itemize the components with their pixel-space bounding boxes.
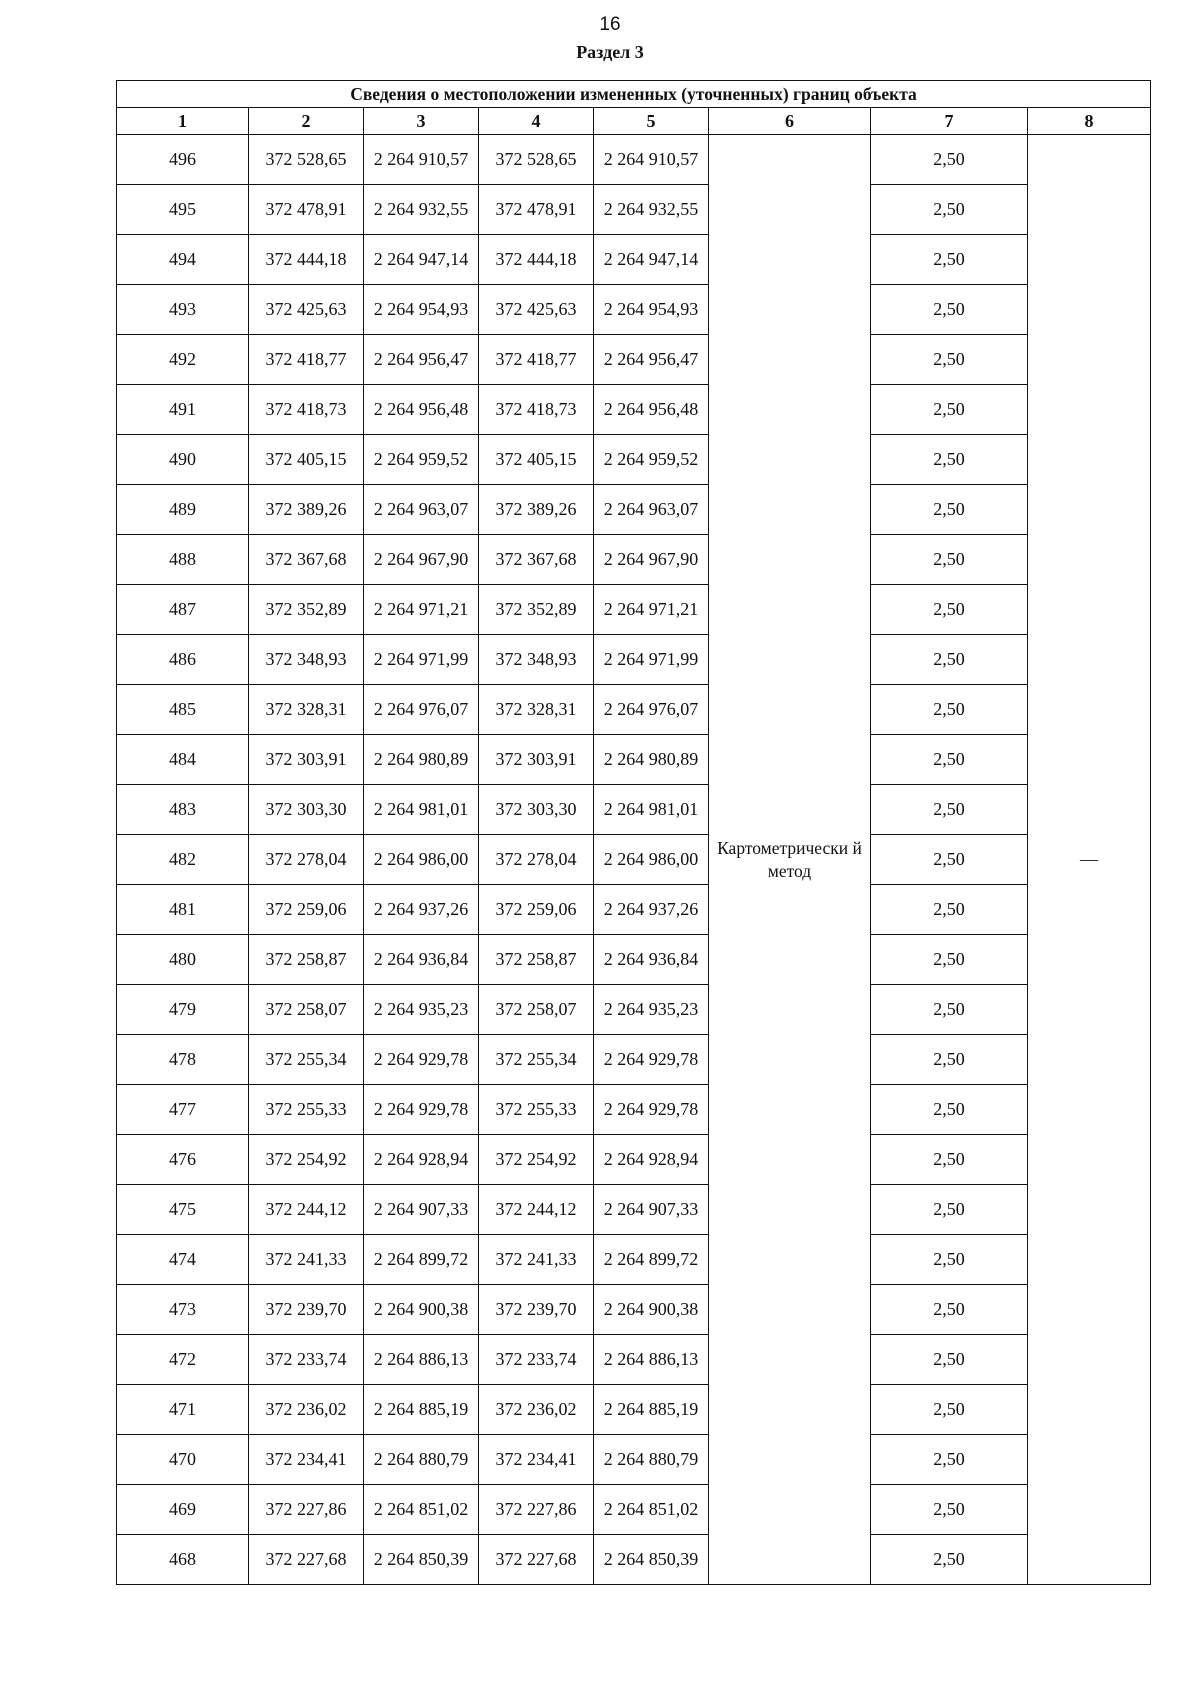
y-coordinate-cell: 2 264 967,90 bbox=[364, 535, 479, 585]
point-number-cell: 487 bbox=[117, 585, 249, 635]
x-coordinate-new-cell: 372 425,63 bbox=[479, 285, 594, 335]
table-row bbox=[117, 985, 1151, 1035]
accuracy-cell: 2,50 bbox=[871, 1385, 1028, 1435]
x-coordinate-new-cell: 372 303,30 bbox=[479, 785, 594, 835]
y-coordinate-cell: 2 264 907,33 bbox=[364, 1185, 479, 1235]
accuracy-cell: 2,50 bbox=[871, 1535, 1028, 1585]
y-coordinate-new-cell: 2 264 936,84 bbox=[594, 935, 709, 985]
table-row bbox=[117, 885, 1151, 935]
point-number-cell: 469 bbox=[117, 1485, 249, 1535]
table-row bbox=[117, 1235, 1151, 1285]
y-coordinate-new-cell: 2 264 947,14 bbox=[594, 235, 709, 285]
point-number-cell: 495 bbox=[117, 185, 249, 235]
point-number-cell: 484 bbox=[117, 735, 249, 785]
y-coordinate-cell: 2 264 954,93 bbox=[364, 285, 479, 335]
point-number-cell: 472 bbox=[117, 1335, 249, 1385]
x-coordinate-cell: 372 227,68 bbox=[249, 1535, 364, 1585]
x-coordinate-new-cell: 372 241,33 bbox=[479, 1235, 594, 1285]
x-coordinate-new-cell: 372 255,34 bbox=[479, 1035, 594, 1085]
accuracy-cell: 2,50 bbox=[871, 1185, 1028, 1235]
column-header: 1 bbox=[117, 108, 249, 135]
y-coordinate-cell: 2 264 850,39 bbox=[364, 1535, 479, 1585]
point-number-cell: 473 bbox=[117, 1285, 249, 1335]
x-coordinate-cell: 372 352,89 bbox=[249, 585, 364, 635]
x-coordinate-cell: 372 418,73 bbox=[249, 385, 364, 435]
table-row bbox=[117, 635, 1151, 685]
accuracy-cell: 2,50 bbox=[871, 385, 1028, 435]
table-header-row bbox=[117, 108, 1151, 135]
y-coordinate-new-cell: 2 264 980,89 bbox=[594, 735, 709, 785]
x-coordinate-new-cell: 372 236,02 bbox=[479, 1385, 594, 1435]
accuracy-cell: 2,50 bbox=[871, 985, 1028, 1035]
x-coordinate-new-cell: 372 528,65 bbox=[479, 135, 594, 185]
accuracy-cell: 2,50 bbox=[871, 1035, 1028, 1085]
y-coordinate-cell: 2 264 886,13 bbox=[364, 1335, 479, 1385]
column-header: 5 bbox=[594, 108, 709, 135]
y-coordinate-new-cell: 2 264 971,99 bbox=[594, 635, 709, 685]
y-coordinate-new-cell: 2 264 929,78 bbox=[594, 1035, 709, 1085]
table-row bbox=[117, 835, 1151, 885]
accuracy-cell: 2,50 bbox=[871, 1135, 1028, 1185]
point-number-cell: 474 bbox=[117, 1235, 249, 1285]
table-row bbox=[117, 735, 1151, 785]
accuracy-cell: 2,50 bbox=[871, 635, 1028, 685]
y-coordinate-cell: 2 264 899,72 bbox=[364, 1235, 479, 1285]
x-coordinate-cell: 372 528,65 bbox=[249, 135, 364, 185]
column-header: 8 bbox=[1028, 108, 1151, 135]
x-coordinate-cell: 372 239,70 bbox=[249, 1285, 364, 1335]
x-coordinate-cell: 372 244,12 bbox=[249, 1185, 364, 1235]
y-coordinate-new-cell: 2 264 880,79 bbox=[594, 1435, 709, 1485]
x-coordinate-new-cell: 372 258,07 bbox=[479, 985, 594, 1035]
y-coordinate-new-cell: 2 264 981,01 bbox=[594, 785, 709, 835]
point-number-cell: 492 bbox=[117, 335, 249, 385]
y-coordinate-cell: 2 264 976,07 bbox=[364, 685, 479, 735]
point-number-cell: 478 bbox=[117, 1035, 249, 1085]
y-coordinate-new-cell: 2 264 956,48 bbox=[594, 385, 709, 435]
x-coordinate-new-cell: 372 405,15 bbox=[479, 435, 594, 485]
table-row bbox=[117, 585, 1151, 635]
table-row bbox=[117, 535, 1151, 585]
y-coordinate-new-cell: 2 264 967,90 bbox=[594, 535, 709, 585]
table-row bbox=[117, 285, 1151, 335]
x-coordinate-new-cell: 372 244,12 bbox=[479, 1185, 594, 1235]
accuracy-cell: 2,50 bbox=[871, 835, 1028, 885]
x-coordinate-cell: 372 258,87 bbox=[249, 935, 364, 985]
point-number-cell: 490 bbox=[117, 435, 249, 485]
x-coordinate-cell: 372 303,30 bbox=[249, 785, 364, 835]
point-number-cell: 480 bbox=[117, 935, 249, 985]
x-coordinate-new-cell: 372 227,68 bbox=[479, 1535, 594, 1585]
y-coordinate-cell: 2 264 900,38 bbox=[364, 1285, 479, 1335]
point-number-cell: 481 bbox=[117, 885, 249, 935]
y-coordinate-new-cell: 2 264 899,72 bbox=[594, 1235, 709, 1285]
y-coordinate-new-cell: 2 264 954,93 bbox=[594, 285, 709, 335]
table-row bbox=[117, 1485, 1151, 1535]
accuracy-cell: 2,50 bbox=[871, 585, 1028, 635]
y-coordinate-new-cell: 2 264 929,78 bbox=[594, 1085, 709, 1135]
accuracy-cell: 2,50 bbox=[871, 335, 1028, 385]
accuracy-cell: 2,50 bbox=[871, 435, 1028, 485]
table-row bbox=[117, 1385, 1151, 1435]
table-row bbox=[117, 135, 1151, 185]
x-coordinate-new-cell: 372 444,18 bbox=[479, 235, 594, 285]
x-coordinate-cell: 372 255,33 bbox=[249, 1085, 364, 1135]
y-coordinate-new-cell: 2 264 928,94 bbox=[594, 1135, 709, 1185]
point-number-cell: 479 bbox=[117, 985, 249, 1035]
table-row bbox=[117, 1035, 1151, 1085]
x-coordinate-cell: 372 227,86 bbox=[249, 1485, 364, 1535]
x-coordinate-new-cell: 372 367,68 bbox=[479, 535, 594, 585]
y-coordinate-new-cell: 2 264 907,33 bbox=[594, 1185, 709, 1235]
table-row bbox=[117, 1335, 1151, 1385]
y-coordinate-new-cell: 2 264 956,47 bbox=[594, 335, 709, 385]
x-coordinate-new-cell: 372 255,33 bbox=[479, 1085, 594, 1135]
x-coordinate-new-cell: 372 352,89 bbox=[479, 585, 594, 635]
point-number-cell: 476 bbox=[117, 1135, 249, 1185]
point-number-cell: 482 bbox=[117, 835, 249, 885]
y-coordinate-new-cell: 2 264 886,13 bbox=[594, 1335, 709, 1385]
x-coordinate-cell: 372 278,04 bbox=[249, 835, 364, 885]
accuracy-cell: 2,50 bbox=[871, 1485, 1028, 1535]
x-coordinate-cell: 372 234,41 bbox=[249, 1435, 364, 1485]
y-coordinate-new-cell: 2 264 851,02 bbox=[594, 1485, 709, 1535]
y-coordinate-cell: 2 264 851,02 bbox=[364, 1485, 479, 1535]
accuracy-cell: 2,50 bbox=[871, 1235, 1028, 1285]
x-coordinate-cell: 372 444,18 bbox=[249, 235, 364, 285]
point-number-cell: 471 bbox=[117, 1385, 249, 1435]
table-row bbox=[117, 1135, 1151, 1185]
y-coordinate-new-cell: 2 264 885,19 bbox=[594, 1385, 709, 1435]
x-coordinate-new-cell: 372 303,91 bbox=[479, 735, 594, 785]
y-coordinate-new-cell: 2 264 850,39 bbox=[594, 1535, 709, 1585]
y-coordinate-cell: 2 264 935,23 bbox=[364, 985, 479, 1035]
point-number-cell: 491 bbox=[117, 385, 249, 435]
accuracy-cell: 2,50 bbox=[871, 235, 1028, 285]
accuracy-cell: 2,50 bbox=[871, 685, 1028, 735]
x-coordinate-cell: 372 255,34 bbox=[249, 1035, 364, 1085]
table-row bbox=[117, 1185, 1151, 1235]
y-coordinate-new-cell: 2 264 976,07 bbox=[594, 685, 709, 735]
point-number-cell: 493 bbox=[117, 285, 249, 335]
accuracy-cell: 2,50 bbox=[871, 185, 1028, 235]
table-row bbox=[117, 235, 1151, 285]
table-row bbox=[117, 785, 1151, 835]
accuracy-cell: 2,50 bbox=[871, 1285, 1028, 1335]
y-coordinate-new-cell: 2 264 910,57 bbox=[594, 135, 709, 185]
x-coordinate-new-cell: 372 389,26 bbox=[479, 485, 594, 535]
point-number-cell: 496 bbox=[117, 135, 249, 185]
accuracy-cell: 2,50 bbox=[871, 535, 1028, 585]
boundary-coordinates-table bbox=[116, 80, 1151, 1585]
x-coordinate-new-cell: 372 478,91 bbox=[479, 185, 594, 235]
point-number-cell: 477 bbox=[117, 1085, 249, 1135]
accuracy-cell: 2,50 bbox=[871, 1085, 1028, 1135]
y-coordinate-cell: 2 264 986,00 bbox=[364, 835, 479, 885]
table-row bbox=[117, 185, 1151, 235]
x-coordinate-cell: 372 303,91 bbox=[249, 735, 364, 785]
column-header: 7 bbox=[871, 108, 1028, 135]
point-number-cell: 494 bbox=[117, 235, 249, 285]
point-number-cell: 468 bbox=[117, 1535, 249, 1585]
note-cell: — bbox=[1028, 135, 1151, 1585]
x-coordinate-cell: 372 405,15 bbox=[249, 435, 364, 485]
accuracy-cell: 2,50 bbox=[871, 885, 1028, 935]
y-coordinate-cell: 2 264 937,26 bbox=[364, 885, 479, 935]
y-coordinate-new-cell: 2 264 959,52 bbox=[594, 435, 709, 485]
x-coordinate-new-cell: 372 328,31 bbox=[479, 685, 594, 735]
x-coordinate-cell: 372 233,74 bbox=[249, 1335, 364, 1385]
y-coordinate-cell: 2 264 910,57 bbox=[364, 135, 479, 185]
accuracy-cell: 2,50 bbox=[871, 1335, 1028, 1385]
y-coordinate-cell: 2 264 971,99 bbox=[364, 635, 479, 685]
y-coordinate-cell: 2 264 928,94 bbox=[364, 1135, 479, 1185]
x-coordinate-cell: 372 241,33 bbox=[249, 1235, 364, 1285]
y-coordinate-new-cell: 2 264 986,00 bbox=[594, 835, 709, 885]
y-coordinate-new-cell: 2 264 932,55 bbox=[594, 185, 709, 235]
section-title: Раздел 3 bbox=[576, 42, 644, 62]
table-title-row bbox=[117, 81, 1151, 108]
accuracy-cell: 2,50 bbox=[871, 785, 1028, 835]
x-coordinate-cell: 372 259,06 bbox=[249, 885, 364, 935]
y-coordinate-cell: 2 264 932,55 bbox=[364, 185, 479, 235]
table-row bbox=[117, 385, 1151, 435]
x-coordinate-cell: 372 389,26 bbox=[249, 485, 364, 535]
y-coordinate-cell: 2 264 947,14 bbox=[364, 235, 479, 285]
y-coordinate-cell: 2 264 929,78 bbox=[364, 1035, 479, 1085]
x-coordinate-new-cell: 372 278,04 bbox=[479, 835, 594, 885]
x-coordinate-new-cell: 372 239,70 bbox=[479, 1285, 594, 1335]
x-coordinate-cell: 372 348,93 bbox=[249, 635, 364, 685]
x-coordinate-new-cell: 372 258,87 bbox=[479, 935, 594, 985]
y-coordinate-cell: 2 264 956,48 bbox=[364, 385, 479, 435]
method-cell: Картометрически й метод bbox=[709, 135, 871, 1585]
y-coordinate-cell: 2 264 959,52 bbox=[364, 435, 479, 485]
y-coordinate-cell: 2 264 885,19 bbox=[364, 1385, 479, 1435]
column-header: 3 bbox=[364, 108, 479, 135]
y-coordinate-new-cell: 2 264 971,21 bbox=[594, 585, 709, 635]
table-row bbox=[117, 685, 1151, 735]
table-row bbox=[117, 1285, 1151, 1335]
y-coordinate-cell: 2 264 929,78 bbox=[364, 1085, 479, 1135]
y-coordinate-cell: 2 264 963,07 bbox=[364, 485, 479, 535]
table-title: Сведения о местоположении измененных (уточненных) границ объекта bbox=[117, 81, 1151, 108]
table-row bbox=[117, 335, 1151, 385]
y-coordinate-cell: 2 264 956,47 bbox=[364, 335, 479, 385]
y-coordinate-new-cell: 2 264 937,26 bbox=[594, 885, 709, 935]
accuracy-cell: 2,50 bbox=[871, 1435, 1028, 1485]
x-coordinate-new-cell: 372 227,86 bbox=[479, 1485, 594, 1535]
table-row bbox=[117, 485, 1151, 535]
x-coordinate-cell: 372 258,07 bbox=[249, 985, 364, 1035]
x-coordinate-new-cell: 372 418,77 bbox=[479, 335, 594, 385]
x-coordinate-cell: 372 367,68 bbox=[249, 535, 364, 585]
point-number-cell: 489 bbox=[117, 485, 249, 535]
point-number-cell: 486 bbox=[117, 635, 249, 685]
y-coordinate-new-cell: 2 264 900,38 bbox=[594, 1285, 709, 1335]
table-row bbox=[117, 1085, 1151, 1135]
x-coordinate-new-cell: 372 234,41 bbox=[479, 1435, 594, 1485]
x-coordinate-new-cell: 372 233,74 bbox=[479, 1335, 594, 1385]
y-coordinate-cell: 2 264 971,21 bbox=[364, 585, 479, 635]
y-coordinate-new-cell: 2 264 935,23 bbox=[594, 985, 709, 1035]
table-row bbox=[117, 1435, 1151, 1485]
table-row bbox=[117, 435, 1151, 485]
x-coordinate-cell: 372 425,63 bbox=[249, 285, 364, 335]
x-coordinate-new-cell: 372 348,93 bbox=[479, 635, 594, 685]
point-number-cell: 470 bbox=[117, 1435, 249, 1485]
column-header: 6 bbox=[709, 108, 871, 135]
point-number-cell: 483 bbox=[117, 785, 249, 835]
accuracy-cell: 2,50 bbox=[871, 735, 1028, 785]
y-coordinate-cell: 2 264 980,89 bbox=[364, 735, 479, 785]
x-coordinate-new-cell: 372 418,73 bbox=[479, 385, 594, 435]
column-header: 2 bbox=[249, 108, 364, 135]
y-coordinate-cell: 2 264 880,79 bbox=[364, 1435, 479, 1485]
column-header: 4 bbox=[479, 108, 594, 135]
page-number: 16 bbox=[599, 14, 621, 35]
y-coordinate-cell: 2 264 936,84 bbox=[364, 935, 479, 985]
x-coordinate-cell: 372 236,02 bbox=[249, 1385, 364, 1435]
accuracy-cell: 2,50 bbox=[871, 285, 1028, 335]
y-coordinate-cell: 2 264 981,01 bbox=[364, 785, 479, 835]
accuracy-cell: 2,50 bbox=[871, 935, 1028, 985]
accuracy-cell: 2,50 bbox=[871, 485, 1028, 535]
point-number-cell: 488 bbox=[117, 535, 249, 585]
y-coordinate-new-cell: 2 264 963,07 bbox=[594, 485, 709, 535]
x-coordinate-new-cell: 372 254,92 bbox=[479, 1135, 594, 1185]
accuracy-cell: 2,50 bbox=[871, 135, 1028, 185]
x-coordinate-cell: 372 418,77 bbox=[249, 335, 364, 385]
x-coordinate-cell: 372 254,92 bbox=[249, 1135, 364, 1185]
point-number-cell: 475 bbox=[117, 1185, 249, 1235]
x-coordinate-cell: 372 328,31 bbox=[249, 685, 364, 735]
x-coordinate-new-cell: 372 259,06 bbox=[479, 885, 594, 935]
table-row bbox=[117, 1535, 1151, 1585]
table-row bbox=[117, 935, 1151, 985]
x-coordinate-cell: 372 478,91 bbox=[249, 185, 364, 235]
point-number-cell: 485 bbox=[117, 685, 249, 735]
